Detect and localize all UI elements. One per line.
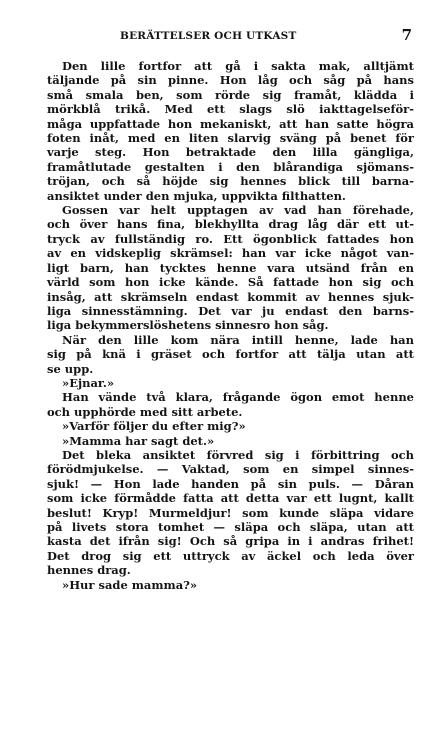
text-line: täljande på sin pinne. Hon låg och såg på hans xyxy=(47,73,414,88)
text-line: sjuk! — Hon lade handen på sin puls. — Dåran xyxy=(47,476,414,491)
text-line: och upphörde med sitt arbete. xyxy=(47,404,243,419)
text-line: ansiktet under den mjuka, uppvikta filthatten. xyxy=(47,188,346,203)
text-line: »Varför följer du efter mig?» xyxy=(62,419,246,434)
text-line: förödmjukelse. — Vaktad, som en simpel sinnes- xyxy=(47,462,414,477)
text-line: mörkblå trikå. Med ett slags slö iakttagelseför- xyxy=(47,102,414,117)
text-line: ligt barn, han tycktes henne vara utsänd från en xyxy=(47,260,414,275)
text-line: »Mamma har sagt det.» xyxy=(62,433,215,448)
text-line: När den lille kom nära intill henne, lade han xyxy=(62,332,414,347)
text-line: små smala ben, som rörde sig framåt, klädda i xyxy=(47,87,414,102)
text-line: Den lille fortfor att gå i sakta mak, alltjämt xyxy=(62,59,414,73)
text-line: och över hans fina, blekhyllta drag låg där ett ut- xyxy=(47,217,414,232)
text-line: liga sinnesstämning. Det var ju endast den barns- xyxy=(47,303,414,318)
body-text xyxy=(47,59,414,592)
text-line: värld som hon icke kände. Så fattade hon sig och xyxy=(47,275,414,290)
text-line: av en vidskeplig skrämsel: han var icke något van- xyxy=(47,246,414,261)
text-line: tröjan, och så höjde sig hennes blick till barna- xyxy=(47,174,414,189)
text-line: hennes drag. xyxy=(47,563,131,578)
text-line: foten inåt, med en liten slarvig sväng på benet för xyxy=(47,131,414,146)
page-number: 7 xyxy=(401,26,412,44)
text-line: Han vände två klara, frågande ögon emot henne xyxy=(62,390,414,405)
text-line: tryck av fullständig ro. Ett ögonblick fattades hon xyxy=(47,231,414,246)
text-line: kasta det ifrån sig! Och så gripa in i andras frihet! xyxy=(47,534,414,549)
text-line: »Hur sade mamma?» xyxy=(62,577,198,592)
text-line: sig på knä i gräset och fortfor att tälja utan att xyxy=(47,347,414,362)
running-title: BERÄTTELSER OCH UTKAST xyxy=(120,30,297,42)
text-line: beslut! Kryp! Murmeldjur! som kunde släpa vidare xyxy=(47,505,414,520)
text-line: se upp. xyxy=(47,361,94,376)
text-line: som icke förmådde fatta att detta var ett lugnt, kallt xyxy=(47,491,414,506)
text-line: på livets stora tomhet — släpa och släpa, utan att xyxy=(47,520,414,534)
text-line: framåtlutade gestalten i den blårandiga sjömans- xyxy=(47,159,414,174)
text-line: »Ejnar.» xyxy=(62,375,115,390)
text-line: Det bleka ansiktet förvred sig i förbittring och xyxy=(62,447,414,462)
text-line: Det drog sig ett uttryck av äckel och leda över xyxy=(47,548,414,563)
text-line: måga uppfattade hon mekaniskt, att han satte högra xyxy=(47,116,414,131)
text-line: liga bekymmerslöshetens sinnesro hon såg. xyxy=(47,318,329,333)
text-line: varje steg. Hon betraktade den lilla gängliga, xyxy=(47,145,414,160)
text-line: insåg, att skrämseln endast kommit av hennes sjuk- xyxy=(47,289,414,304)
text-line: Gossen var helt upptagen av vad han förehade, xyxy=(62,203,414,218)
